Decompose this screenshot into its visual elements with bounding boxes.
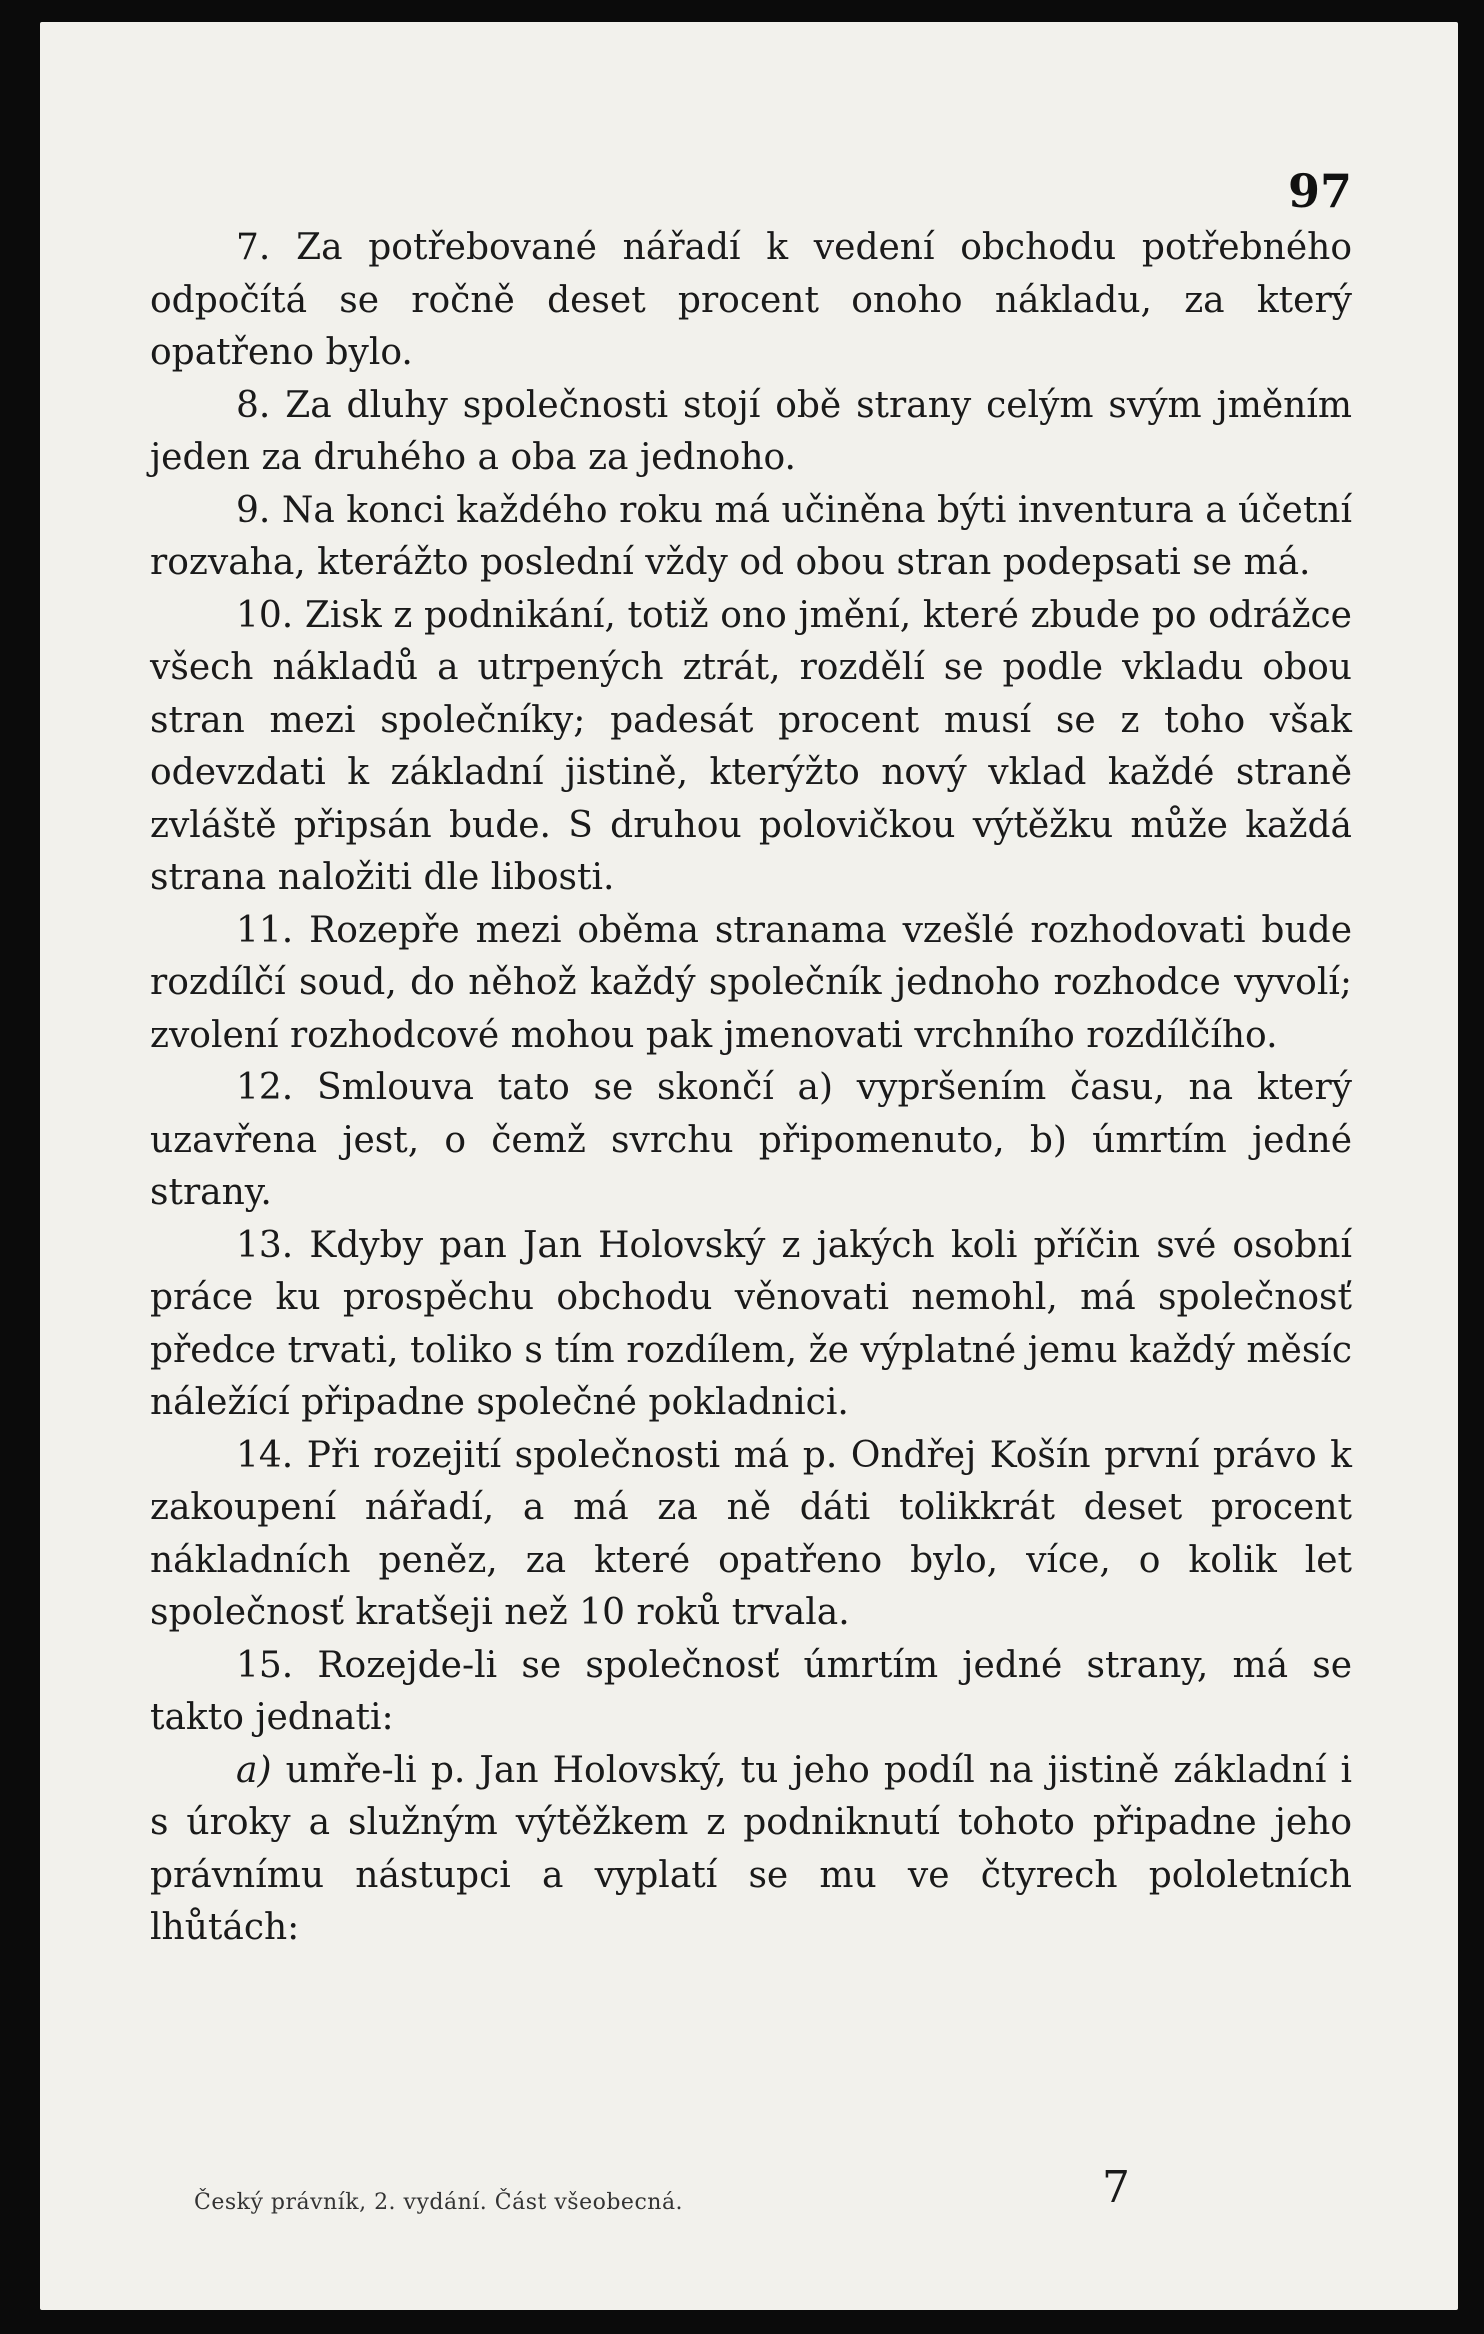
paragraph-15: 15. Rozejde-li se společnosť úmrtím jedné strany, má se takto jednati: [150,1644,1352,1738]
item-a-text: umře-li p. Jan Holovský, tu jeho podíl na jistině základní i s úroky a služným výtěžkem z podniknutí tohoto připadne jeho právnímu nástupci a vyplatí se mu ve čtyrech pololetních lhůtách: [150,1749,1352,1948]
paragraph-14: 14. Při rozejití společnosti má p. Ondřej Košín první právo k zakoupení nářadí, a má za ně dáti tolikkrát deset procent nákladních peněz, za které opatřeno bylo, více, o kolik let společnosť kratšeji než 10 roků trvala. [150,1434,1352,1633]
paragraph-7: 7. Za potřebované nářadí k vedení obchodu potřebného odpočítá se ročně deset procent onoho nákladu, za který opatřeno bylo. [150,227,1352,373]
paragraph-11: 11. Rozepře mezi oběma stranama vzešlé rozhodovati bude rozdílčí soud, do něhož každý společník jednoho rozhodce vyvolí; zvolení rozhodcové mohou pak jmenovati vrchního rozdílčího. [150,909,1352,1056]
paragraph-10: 10. Zisk z podnikání, totiž ono jmění, které zbude po odrážce všech nákladů a utrpených ztrát, rozdělí se podle vkladu obou stran mezi společníky; padesát procent musí se z toho však odevzdati k základní jistině, kterýžto nový vklad každé straně zvláště připsán bude. S druhou polovičkou výtěžku může každá strana naložiti dle libosti. [150,594,1352,898]
paragraph-8: 8. Za dluhy společnosti stojí obě strany celým svým jměním jeden za druhého a oba za jednoho. [150,384,1352,478]
item-a-letter: a) [236,1749,272,1791]
page-number: 97 [1287,164,1352,218]
footer-source-line: Český právník, 2. vydání. Část všeobecná. [194,2190,684,2215]
printer-signature-mark: 7 [1102,2162,1130,2213]
book-page [40,22,1458,2310]
body-text [150,222,1352,1955]
paragraph-13: 13. Kdyby pan Jan Holovský z jakých koli příčin své osobní práce ku prospěchu obchodu věnovati nemohl, má společnosť předce trvati, toliko s tím rozdílem, že výplatné jemu každý měsíc náležící připadne společné pokladnici. [150,1224,1352,1423]
paragraph-9: 9. Na konci každého roku má učiněna býti inventura a účetní rozvaha, kterážto poslední vždy od obou stran podepsati se má. [150,489,1352,583]
paragraph-12: 12. Smlouva tato se skončí a) vypršením času, na který uzavřena jest, o čemž svrchu připomenuto, b) úmrtím jedné strany. [150,1067,1352,1213]
paragraph-item-a [150,1745,1352,1955]
